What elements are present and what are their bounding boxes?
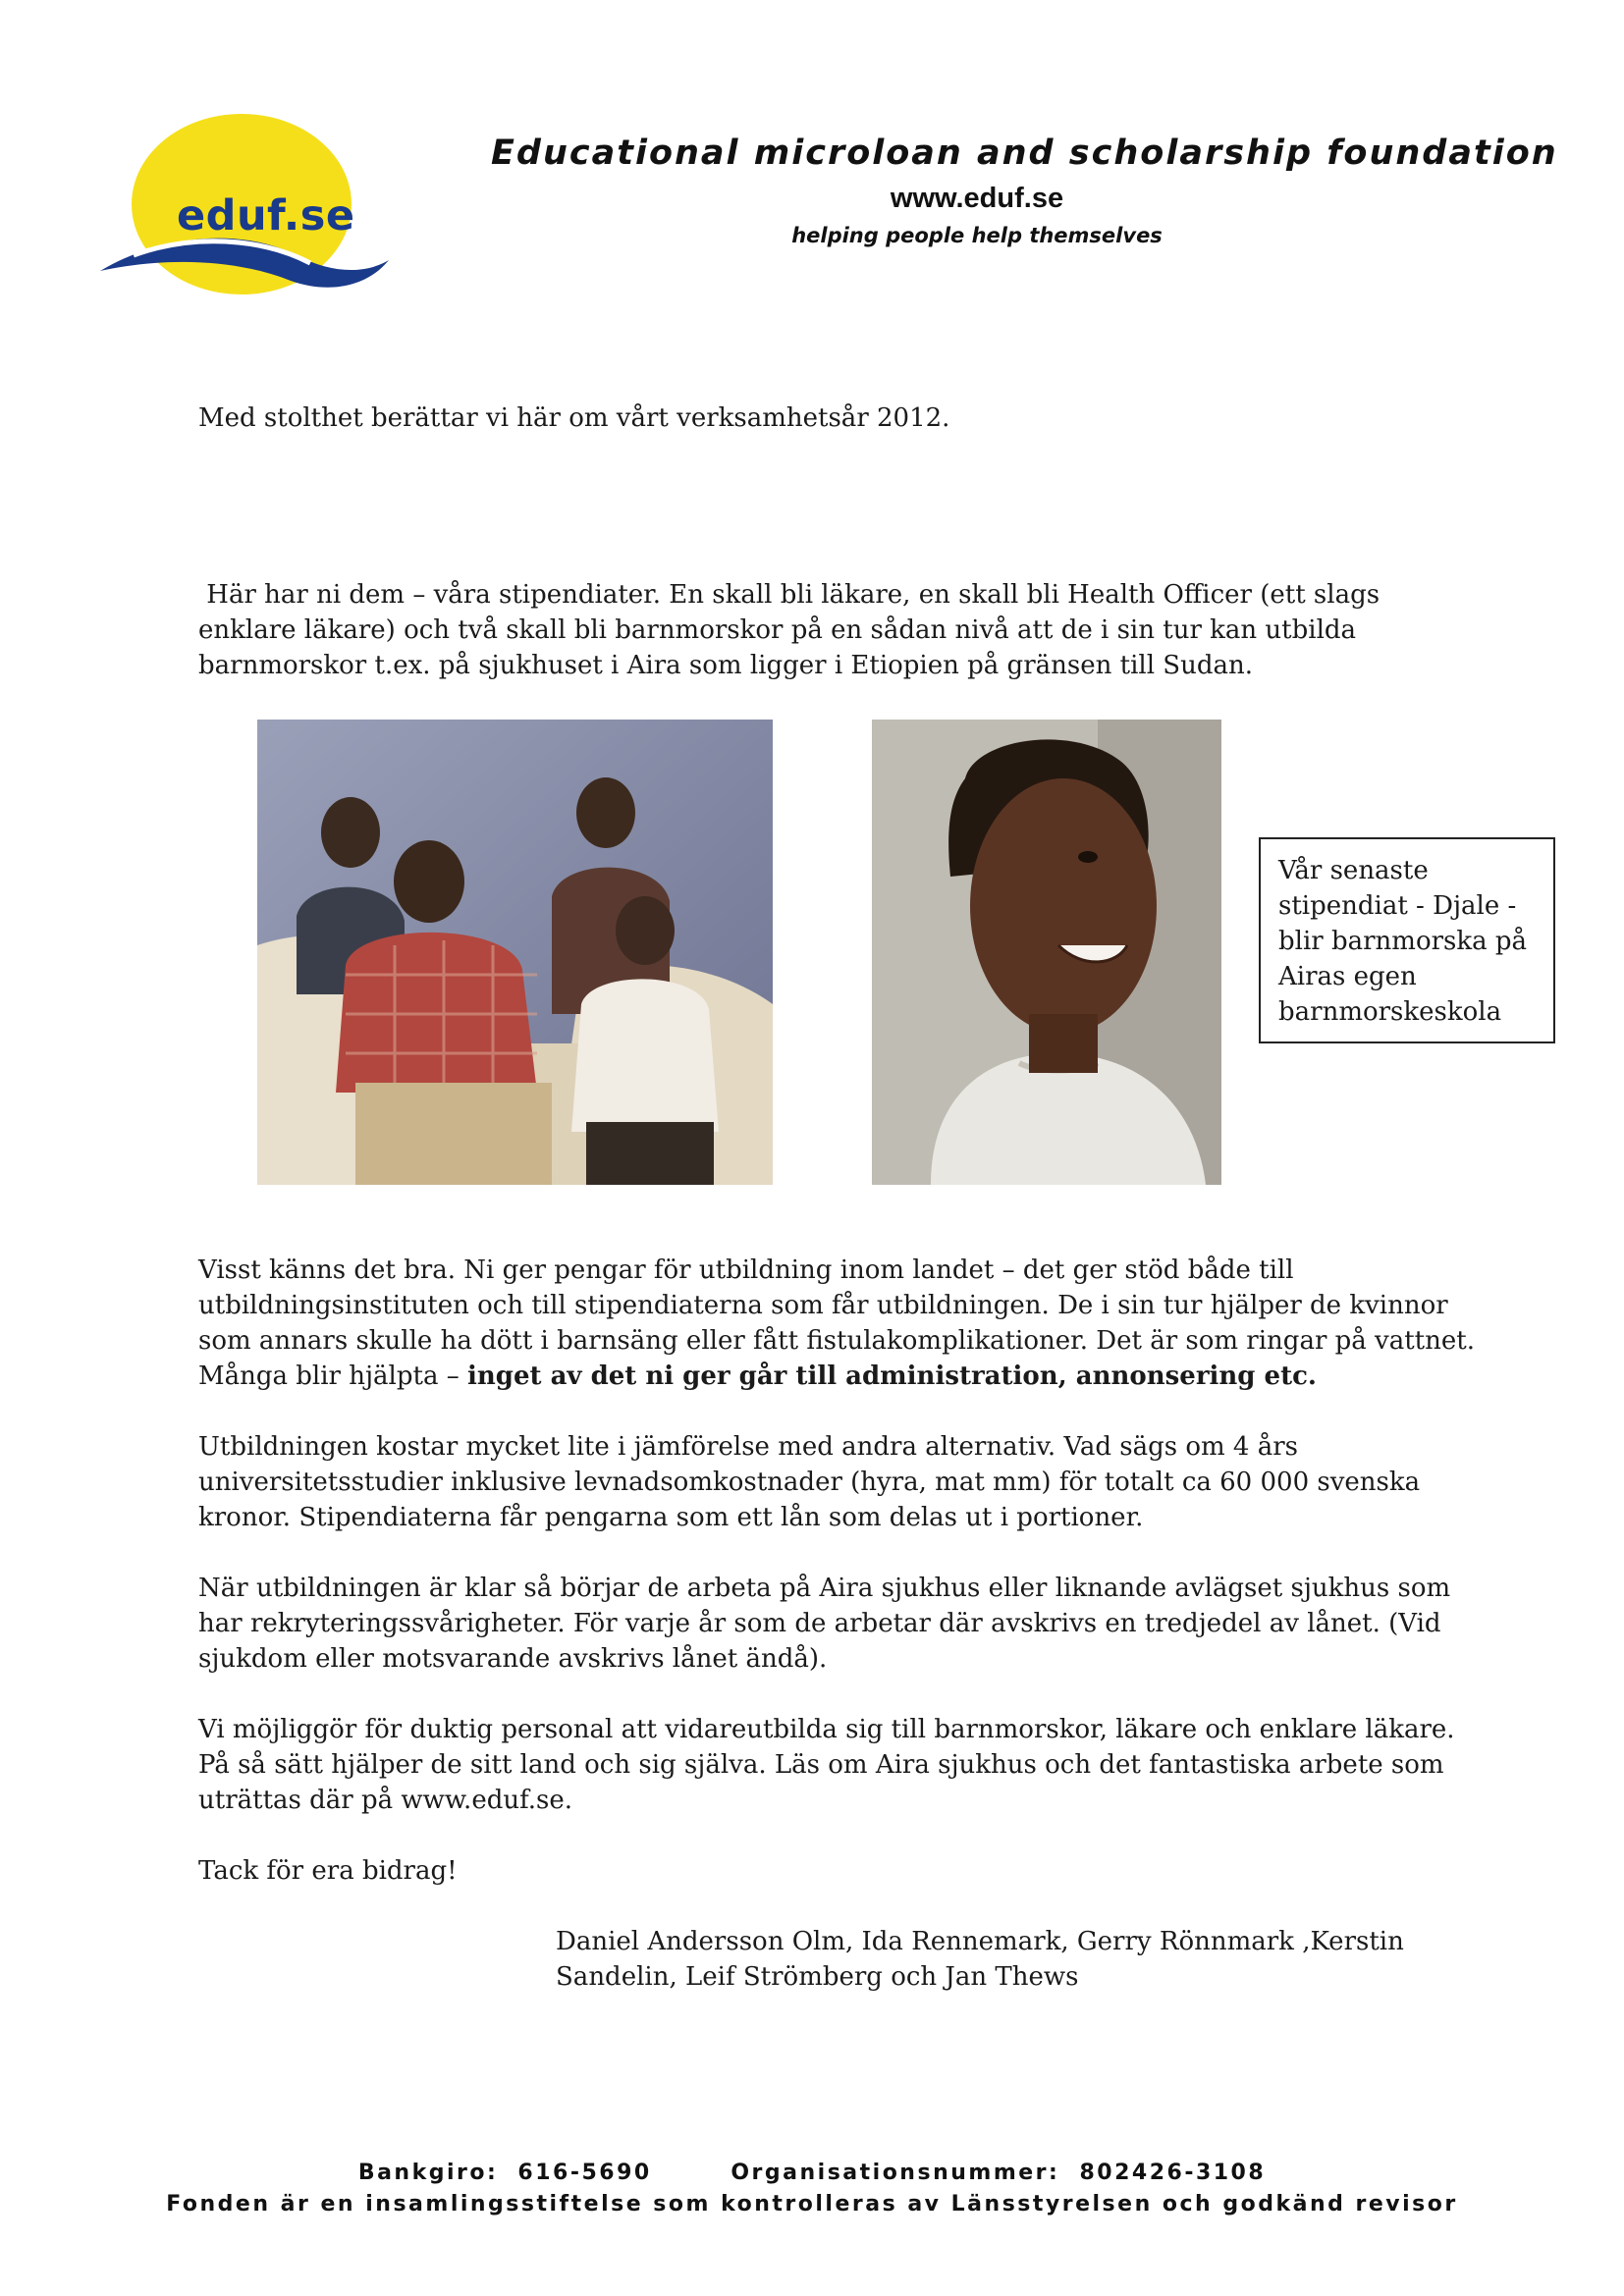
organization-tagline: helping people help themselves: [791, 224, 1163, 247]
footer-legal-note: Fonden är en insamlingsstiftelse som kontrolleras av Länsstyrelsen och godkänd revisor: [166, 2192, 1458, 2216]
djale-portrait-photo: [872, 720, 1221, 1185]
portrait-illustration: [872, 720, 1221, 1185]
photo-caption-box: Vår senaste stipendiat - Djale - blir barnmorska på Airas egen barnmorskeskola: [1259, 837, 1555, 1043]
footer-bank-info: Bankgiro: 616-5690 Organisationsnummer: 802426-3108: [357, 2161, 1267, 2185]
scholars-group-photo: [257, 720, 773, 1185]
logo-text: eduf.se: [177, 191, 355, 240]
group-photo-illustration: [257, 720, 773, 1185]
signers-list: Daniel Andersson Olm, Ida Rennemark, Gerry Rönnmark ,Kerstin Sandelin, Leif Strömberg och Jan Thews: [556, 1927, 1404, 1992]
impact-paragraph-text: Visst känns det bra. Ni ger pengar för utbildning inom landet – det ger stöd både till utbildningsinstituten och till stipendiaterna som får utbildningen. De i sin tur hjälper de kvinnor som annars skulle ha dött i barnsäng eller fått fistulakomplikationer. Det är som ringar på vattnet. Många blir hjälpta –: [198, 1255, 1475, 1391]
scholars-paragraph: Här har ni dem – våra stipendiater. En skall bli läkare, en skall bli Health Officer (ett slags enklare läkare) och två skall bli barnmorskor på en sådan nivå att de i sin tur kan utbilda barnmorskor t.ex. på sjukhuset i Aira som ligger i Etiopien på gränsen till Sudan.: [198, 580, 1388, 680]
impact-paragraph: [198, 1253, 1475, 1394]
intro-text: Med stolthet berättar vi här om vårt verksamhetsår 2012.: [198, 403, 950, 433]
thanks-text: Tack för era bidrag!: [198, 1856, 458, 1886]
employment-paragraph: När utbildningen är klar så börjar de arbeta på Aira sjukhus eller liknande avlägset sjukhus som har rekryteringssvårigheter. För varje år som de arbetar där avskrivs en tredjedel av lånet. (Vid sjukdom eller motsvarande avskrivs lånet ändå).: [198, 1574, 1451, 1674]
organization-title: Educational microloan and scholarship foundation: [491, 133, 1558, 173]
impact-paragraph-bold: inget av det ni ger går till administration, annonsering etc.: [467, 1362, 1317, 1391]
organization-url: www.eduf.se: [890, 183, 1064, 214]
cost-paragraph: Utbildningen kostar mycket lite i jämförelse med andra alternativ. Vad sägs om 4 års universitetsstudier inklusive levnadsomkostnader (hyra, mat mm) för totalt ca 60 000 svenska kronor. Stipendiaterna får pengarna som ett lån som delas ut i portioner.: [198, 1432, 1421, 1532]
training-paragraph: Vi möjliggör för duktig personal att vidareutbilda sig till barnmorskor, läkare och enklare läkare. På så sätt hjälper de sitt land och sig själva. Läs om Aira sjukhus och det fantastiska arbete som uträttas där på www.eduf.se.: [198, 1715, 1455, 1815]
